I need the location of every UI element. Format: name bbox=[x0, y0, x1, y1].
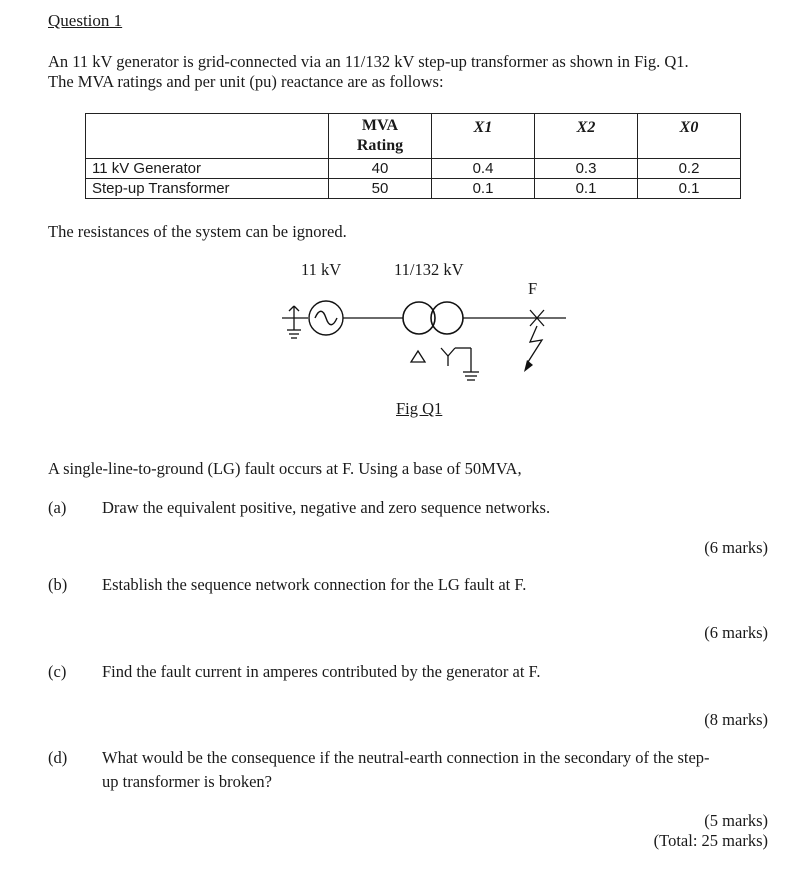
part-a-text: Draw the equivalent positive, negative and zero sequence networks. bbox=[102, 498, 551, 517]
generator-icon bbox=[309, 301, 343, 335]
row-generator-name: 11 kV Generator bbox=[86, 159, 329, 179]
row-transformer-x1: 0.1 bbox=[432, 179, 535, 199]
fault-statement: A single-line-to-ground (LG) fault occurs at F. Using a base of 50MVA, bbox=[48, 459, 522, 478]
delta-winding-icon bbox=[411, 351, 425, 362]
part-c-letter: (c) bbox=[48, 662, 67, 681]
figure-caption: Fig Q1 bbox=[396, 399, 443, 418]
table-header-mva-line2: Rating bbox=[356, 137, 404, 154]
part-c-text: Find the fault current in amperes contributed by the generator at F. bbox=[102, 662, 541, 681]
row-transformer-mva: 50 bbox=[329, 179, 432, 199]
intro-line-2: The MVA ratings and per unit (pu) reactance are as follows: bbox=[48, 72, 444, 91]
table-header-mva-line1: MVA bbox=[361, 117, 399, 134]
total-marks: (Total: 25 marks) bbox=[653, 831, 768, 850]
part-d-marks: (5 marks) bbox=[704, 811, 768, 830]
part-d-text-line2: up transformer is broken? bbox=[102, 772, 272, 791]
row-transformer-x0: 0.1 bbox=[638, 179, 741, 199]
intro-line-1: An 11 kV generator is grid-connected via an 11/132 kV step-up transformer as shown in Fig. Q1. bbox=[48, 52, 689, 71]
row-transformer-x2: 0.1 bbox=[535, 179, 638, 199]
part-a-letter: (a) bbox=[48, 498, 67, 517]
fault-lightning-icon bbox=[528, 326, 542, 362]
question-heading: Question 1 bbox=[48, 11, 123, 30]
grounded-wye-icon bbox=[441, 348, 479, 380]
row-generator-mva: 40 bbox=[329, 159, 432, 179]
resistance-note: The resistances of the system can be ignored. bbox=[48, 222, 347, 241]
part-c-marks: (8 marks) bbox=[704, 710, 768, 729]
part-d-letter: (d) bbox=[48, 748, 68, 767]
row-transformer-name: Step-up Transformer bbox=[86, 179, 329, 199]
row-generator-x1: 0.4 bbox=[432, 159, 535, 179]
table-header-x0-text: X0 bbox=[679, 119, 699, 136]
part-d-text-line1: What would be the consequence if the neutral-earth connection in the secondary of the step- bbox=[102, 748, 710, 767]
part-a-marks: (6 marks) bbox=[704, 538, 768, 557]
part-b-text: Establish the sequence network connection for the LG fault at F. bbox=[102, 575, 527, 594]
fault-arrowhead-icon bbox=[524, 360, 533, 372]
transformer-icon bbox=[403, 302, 463, 334]
table-header-x1-text: X1 bbox=[473, 119, 493, 136]
generator-voltage-label: 11 kV bbox=[301, 260, 342, 279]
part-b-letter: (b) bbox=[48, 575, 68, 594]
transformer-ratio-label: 11/132 kV bbox=[394, 260, 464, 279]
generator-ground-icon bbox=[282, 306, 308, 338]
table-header-x2-text: X2 bbox=[576, 119, 596, 136]
row-generator-x0: 0.2 bbox=[638, 159, 741, 179]
row-generator-x2: 0.3 bbox=[535, 159, 638, 179]
part-b-marks: (6 marks) bbox=[704, 623, 768, 642]
fault-label: F bbox=[528, 279, 538, 298]
